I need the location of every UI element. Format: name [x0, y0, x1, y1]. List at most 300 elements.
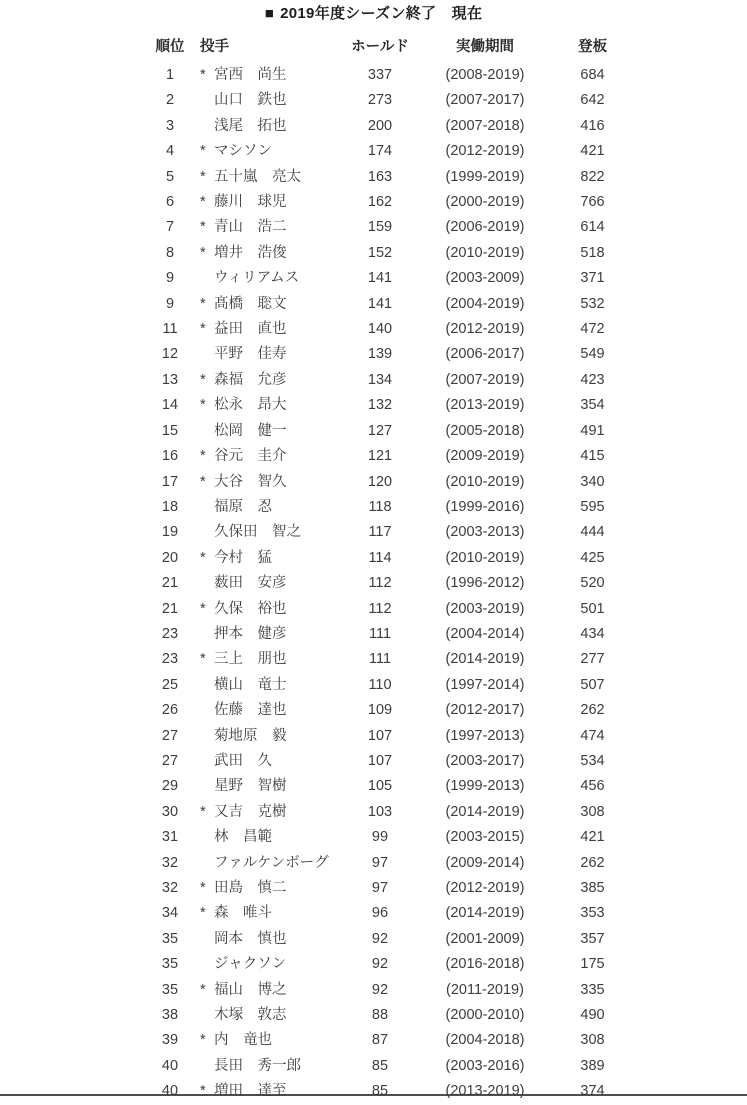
pitcher-name: 薮田 安彦 [214, 575, 287, 592]
appearances-cell: 371 [580, 270, 605, 287]
pitcher-cell [200, 63, 345, 88]
holds-cell: 141 [367, 270, 393, 287]
pitcher-name: 平野 佳寿 [214, 346, 287, 363]
pitcher-cell [200, 597, 345, 622]
table-row [140, 647, 630, 672]
lefty-asterisk-mark: * [200, 168, 206, 185]
table-row [140, 215, 630, 240]
period-cell: (2009-2014) [445, 854, 525, 871]
rank-cell: 7 [165, 219, 175, 236]
period-cell: (1997-2014) [445, 676, 525, 693]
lefty-asterisk-mark: * [200, 448, 206, 465]
lefty-asterisk-mark: * [200, 549, 206, 566]
appearances-cell: 490 [580, 1007, 605, 1024]
pitcher-name: 押本 健彦 [214, 625, 287, 642]
rank-cell: 14 [161, 397, 179, 414]
holds-cell: 109 [367, 702, 393, 719]
period-cell: (1996-2012) [445, 575, 525, 592]
appearances-cell: 357 [580, 930, 605, 947]
period-cell: (2000-2010) [445, 1007, 525, 1024]
period-cell: (2003-2015) [445, 829, 525, 846]
holds-cell: 159 [367, 219, 393, 236]
lefty-asterisk-mark: * [200, 981, 206, 998]
appearances-cell: 354 [580, 397, 605, 414]
holds-cell: 99 [371, 829, 389, 846]
appearances-cell: 277 [580, 651, 605, 668]
pitcher-cell [200, 88, 345, 113]
period-cell: (2012-2019) [445, 143, 525, 160]
rank-cell: 17 [161, 473, 179, 490]
holds-cell: 121 [367, 448, 393, 465]
lefty-asterisk-mark: * [200, 194, 206, 211]
table-row [140, 673, 630, 698]
appearances-cell: 425 [580, 549, 605, 566]
period-cell: (2007-2017) [445, 92, 525, 109]
period-cell: (2006-2019) [445, 219, 525, 236]
rank-cell: 13 [161, 371, 179, 388]
holds-cell: 87 [371, 1032, 389, 1049]
rank-cell: 21 [161, 600, 179, 617]
appearances-cell: 335 [580, 981, 605, 998]
header-period: 実働期間 [456, 39, 514, 55]
table-row [140, 978, 630, 1003]
table-row [140, 165, 630, 190]
pitcher-cell [200, 546, 345, 571]
period-cell: (2014-2019) [445, 905, 525, 922]
pitcher-cell [200, 927, 345, 952]
table-row [140, 470, 630, 495]
pitcher-name: ジャクソン [214, 956, 287, 973]
appearances-cell: 474 [580, 727, 605, 744]
period-cell: (2007-2019) [445, 371, 525, 388]
table-row [140, 571, 630, 596]
holds-cell: 85 [371, 1057, 389, 1074]
rank-cell: 26 [161, 702, 179, 719]
holds-cell: 163 [367, 168, 393, 185]
pitcher-cell [200, 724, 345, 749]
appearances-cell: 415 [580, 448, 605, 465]
table-row [140, 1028, 630, 1053]
holds-cell: 112 [368, 600, 392, 617]
pitcher-cell [200, 368, 345, 393]
period-cell: (1999-2013) [445, 778, 525, 795]
appearances-cell: 353 [580, 905, 605, 922]
holds-cell: 92 [371, 930, 389, 947]
period-cell: (2011-2019) [446, 981, 524, 998]
table-row [140, 1054, 630, 1079]
table-row [140, 698, 630, 723]
pitcher-name: 谷元 圭介 [214, 448, 287, 465]
appearances-cell: 416 [580, 117, 605, 134]
header-rank: 順位 [155, 39, 185, 55]
holds-cell: 162 [367, 194, 393, 211]
rank-cell: 31 [161, 829, 179, 846]
appearances-cell: 308 [580, 803, 605, 820]
pitcher-cell [200, 444, 345, 469]
pitcher-cell [200, 851, 345, 876]
pitcher-cell [200, 470, 345, 495]
rank-cell: 40 [161, 1083, 179, 1100]
rank-cell: 38 [161, 1007, 179, 1024]
table-body [140, 63, 630, 1105]
rank-cell: 23 [161, 651, 179, 668]
appearances-cell: 456 [580, 778, 605, 795]
table-row [140, 88, 630, 113]
period-cell: (2010-2019) [445, 244, 525, 261]
period-cell: (2004-2019) [445, 295, 525, 312]
pitcher-cell [200, 317, 345, 342]
lefty-asterisk-mark: * [200, 67, 206, 83]
pitcher-name: 長田 秀一郎 [214, 1057, 301, 1074]
lefty-asterisk-mark: * [200, 397, 206, 414]
holds-cell: 120 [367, 473, 393, 490]
pitcher-name: 森 唯斗 [214, 905, 272, 922]
table-row [140, 927, 630, 952]
pitcher-name: 佐藤 達也 [214, 702, 287, 719]
rank-cell: 39 [161, 1032, 179, 1049]
holds-cell: 117 [368, 524, 392, 541]
pitcher-name: 藤川 球児 [214, 194, 287, 211]
holds-cell: 134 [367, 371, 393, 388]
period-cell: (2003-2017) [445, 752, 525, 769]
appearances-cell: 308 [580, 1032, 605, 1049]
header-holds: ホールド [351, 39, 409, 55]
appearances-cell: 595 [580, 498, 605, 515]
holds-cell: 107 [367, 727, 393, 744]
rank-cell: 23 [161, 625, 179, 642]
rank-cell: 25 [161, 676, 179, 693]
pitcher-cell [200, 673, 345, 698]
holds-cell: 132 [367, 397, 393, 414]
pitcher-cell [200, 901, 345, 926]
rank-cell: 16 [161, 448, 179, 465]
pitcher-name: 武田 久 [214, 752, 272, 769]
table-row [140, 190, 630, 215]
lefty-asterisk-mark: * [200, 295, 206, 312]
holds-cell: 103 [367, 803, 393, 820]
table-header [140, 35, 630, 63]
rank-cell: 9 [165, 295, 175, 312]
table-row [140, 495, 630, 520]
period-cell: (1999-2016) [445, 498, 525, 515]
lefty-asterisk-mark: * [200, 651, 206, 668]
rank-cell: 35 [161, 930, 179, 947]
pitcher-name: 星野 智樹 [214, 778, 287, 795]
pitcher-cell [200, 571, 345, 596]
period-cell: (2001-2009) [445, 930, 525, 947]
appearances-cell: 822 [580, 168, 605, 185]
table-row [140, 393, 630, 418]
period-cell: (2006-2017) [445, 346, 525, 363]
appearances-cell: 423 [580, 371, 605, 388]
pitcher-name: 田島 慎二 [214, 880, 287, 896]
period-cell: (2012-2017) [445, 702, 525, 719]
pitcher-cell [200, 190, 345, 215]
table-row [140, 546, 630, 571]
period-cell: (2014-2019) [445, 803, 525, 820]
table-row [140, 419, 630, 444]
holds-cell: 97 [371, 880, 389, 896]
rank-cell: 1 [165, 67, 175, 83]
appearances-cell: 389 [580, 1057, 605, 1074]
period-cell: (2004-2014) [445, 625, 525, 642]
period-cell: (2007-2018) [445, 117, 525, 134]
lefty-asterisk-mark: * [200, 880, 206, 896]
lefty-asterisk-mark: * [200, 143, 206, 160]
period-cell: (1997-2013) [445, 727, 525, 744]
rank-cell: 15 [161, 422, 179, 439]
period-cell: (2016-2018) [445, 956, 525, 973]
pitcher-cell [200, 749, 345, 774]
period-cell: (2003-2016) [445, 1057, 525, 1074]
appearances-cell: 614 [580, 219, 605, 236]
lefty-asterisk-mark: * [200, 1032, 206, 1049]
period-cell: (2014-2019) [445, 651, 525, 668]
table-row [140, 622, 630, 647]
holds-cell: 174 [367, 143, 393, 160]
table-row [140, 444, 630, 469]
period-cell: (2004-2018) [445, 1032, 525, 1049]
holds-ranking-table [140, 35, 630, 1105]
table-row [140, 342, 630, 367]
rank-cell: 32 [161, 880, 179, 896]
pitcher-name: 又吉 克樹 [214, 803, 287, 820]
pitcher-cell [200, 520, 345, 545]
pitcher-name: 増田 達至 [214, 1083, 287, 1100]
appearances-cell: 262 [580, 702, 605, 719]
table-row [140, 800, 630, 825]
rank-cell: 29 [161, 778, 179, 795]
pitcher-name: 松岡 健一 [214, 422, 287, 439]
pitcher-cell [200, 139, 345, 164]
rank-cell: 34 [161, 905, 179, 922]
holds-cell: 85 [371, 1083, 389, 1100]
rank-cell: 8 [165, 244, 175, 261]
table-row [140, 241, 630, 266]
period-cell: (2000-2019) [445, 194, 525, 211]
table-row [140, 825, 630, 850]
pitcher-name: 増井 浩俊 [214, 244, 287, 261]
holds-cell: 96 [371, 905, 389, 922]
holds-cell: 273 [367, 92, 393, 109]
appearances-cell: 532 [580, 295, 605, 312]
pitcher-name: 森福 允彦 [214, 371, 287, 388]
appearances-cell: 642 [580, 92, 605, 109]
appearances-cell: 385 [580, 880, 605, 896]
pitcher-name: 浅尾 拓也 [214, 117, 287, 134]
holds-cell: 200 [367, 117, 393, 134]
pitcher-cell [200, 241, 345, 266]
pitcher-cell [200, 165, 345, 190]
holds-cell: 112 [368, 575, 392, 592]
pitcher-name: 大谷 智久 [214, 473, 287, 490]
appearances-cell: 472 [580, 321, 605, 338]
table-row [140, 851, 630, 876]
period-cell: (2013-2019) [445, 397, 525, 414]
appearances-cell: 175 [580, 956, 605, 973]
holds-cell: 118 [368, 498, 392, 515]
rank-cell: 19 [161, 524, 179, 541]
period-cell: (2005-2018) [445, 422, 525, 439]
period-cell: (2008-2019) [445, 67, 525, 83]
appearances-cell: 434 [580, 625, 605, 642]
rank-cell: 4 [165, 143, 175, 160]
appearances-cell: 766 [580, 194, 605, 211]
holds-cell: 127 [367, 422, 393, 439]
appearances-cell: 374 [580, 1083, 605, 1100]
pitcher-cell [200, 292, 345, 317]
period-cell: (2003-2019) [445, 600, 525, 617]
pitcher-name: 宮西 尚生 [214, 67, 287, 83]
holds-cell: 92 [371, 956, 389, 973]
rank-cell: 35 [161, 956, 179, 973]
page-title [0, 5, 747, 23]
period-cell: (2003-2013) [445, 524, 525, 541]
pitcher-cell [200, 800, 345, 825]
rank-cell: 3 [165, 117, 175, 134]
appearances-cell: 684 [580, 67, 605, 83]
holds-cell: 110 [368, 676, 392, 693]
pitcher-cell [200, 952, 345, 977]
holds-cell: 141 [367, 295, 393, 312]
period-cell: (2013-2019) [445, 1083, 525, 1100]
pitcher-cell [200, 1003, 345, 1028]
lefty-asterisk-mark: * [200, 473, 206, 490]
table-row [140, 520, 630, 545]
pitcher-name: マシソン [214, 143, 272, 160]
holds-cell: 114 [368, 549, 392, 566]
pitcher-cell [200, 978, 345, 1003]
pitcher-name: 林 昌範 [214, 829, 272, 846]
table-row [140, 1079, 630, 1104]
pitcher-name: 今村 猛 [214, 549, 272, 566]
lefty-asterisk-mark: * [200, 244, 206, 261]
pitcher-cell [200, 698, 345, 723]
header-row [140, 35, 630, 63]
pitcher-name: ファルケンボーグ [214, 854, 329, 871]
pitcher-cell [200, 495, 345, 520]
period-cell: (1999-2019) [445, 168, 525, 185]
pitcher-cell [200, 825, 345, 850]
pitcher-cell [200, 393, 345, 418]
table-row [140, 139, 630, 164]
lefty-asterisk-mark: * [200, 803, 206, 820]
table-row [140, 317, 630, 342]
table-row [140, 901, 630, 926]
pitcher-cell [200, 774, 345, 799]
appearances-cell: 534 [580, 752, 605, 769]
holds-cell: 337 [367, 67, 393, 83]
appearances-cell: 518 [580, 244, 605, 261]
pitcher-cell [200, 1054, 345, 1079]
rank-cell: 40 [161, 1057, 179, 1074]
holds-cell: 92 [371, 981, 389, 998]
appearances-cell: 507 [580, 676, 605, 693]
table-row [140, 292, 630, 317]
period-cell: (2003-2009) [445, 270, 525, 287]
pitcher-name: ウィリアムス [214, 270, 300, 287]
lefty-asterisk-mark: * [200, 1083, 206, 1100]
header-pitcher: 投手 [200, 39, 229, 55]
table-row [140, 774, 630, 799]
table-row [140, 952, 630, 977]
period-cell: (2009-2019) [445, 448, 525, 465]
lefty-asterisk-mark: * [200, 600, 206, 617]
header-appearances: 登板 [578, 39, 607, 55]
appearances-cell: 444 [580, 524, 605, 541]
lefty-asterisk-mark: * [200, 371, 206, 388]
period-cell: (2010-2019) [445, 473, 525, 490]
period-cell: (2010-2019) [445, 549, 525, 566]
table-row [140, 368, 630, 393]
pitcher-cell [200, 342, 345, 367]
pitcher-name: 益田 直也 [214, 321, 287, 338]
rank-cell: 6 [165, 194, 175, 211]
holds-cell: 152 [367, 244, 393, 261]
appearances-cell: 491 [580, 422, 605, 439]
pitcher-cell [200, 1028, 345, 1053]
pitcher-name: 松永 昂大 [214, 397, 287, 414]
lefty-asterisk-mark: * [200, 219, 206, 236]
pitcher-cell [200, 622, 345, 647]
pitcher-name: 髙橋 聡文 [214, 295, 287, 312]
table-row [140, 1003, 630, 1028]
pitcher-name: 福原 忍 [214, 498, 272, 515]
table-row [140, 749, 630, 774]
table-row [140, 114, 630, 139]
rank-cell: 5 [165, 168, 175, 185]
holds-cell: 111 [368, 625, 392, 642]
page-title-text: 2019年度シーズン終了 現在 [280, 5, 483, 22]
pitcher-name: 福山 博之 [214, 981, 287, 998]
pitcher-name: 青山 浩二 [214, 219, 287, 236]
appearances-cell: 340 [580, 473, 605, 490]
period-cell: (2012-2019) [445, 880, 525, 896]
pitcher-cell [200, 419, 345, 444]
pitcher-name: 久保田 智之 [214, 524, 301, 541]
appearances-cell: 421 [580, 143, 605, 160]
rank-cell: 12 [161, 346, 179, 363]
rank-cell: 27 [161, 752, 179, 769]
pitcher-name: 内 竜也 [214, 1032, 272, 1049]
lefty-asterisk-mark: * [200, 905, 206, 922]
appearances-cell: 262 [580, 854, 605, 871]
pitcher-cell [200, 876, 345, 901]
appearances-cell: 520 [580, 575, 605, 592]
rank-cell: 11 [162, 321, 178, 338]
lefty-asterisk-mark: * [200, 321, 206, 338]
table-row [140, 876, 630, 901]
pitcher-name: 岡本 慎也 [214, 930, 287, 947]
holds-cell: 111 [368, 651, 392, 668]
pitcher-cell [200, 114, 345, 139]
appearances-cell: 549 [580, 346, 605, 363]
pitcher-cell [200, 1079, 345, 1104]
holds-cell: 107 [367, 752, 393, 769]
rank-cell: 27 [161, 727, 179, 744]
pitcher-name: 久保 裕也 [214, 600, 287, 617]
pitcher-name: 五十嵐 亮太 [214, 168, 301, 185]
rank-cell: 2 [165, 92, 175, 109]
holds-cell: 139 [367, 346, 393, 363]
pitcher-name: 木塚 敦志 [214, 1007, 287, 1024]
pitcher-cell [200, 266, 345, 291]
rank-cell: 32 [161, 854, 179, 871]
appearances-cell: 501 [580, 600, 605, 617]
table-row [140, 266, 630, 291]
rank-cell: 18 [161, 498, 179, 515]
table-row [140, 597, 630, 622]
